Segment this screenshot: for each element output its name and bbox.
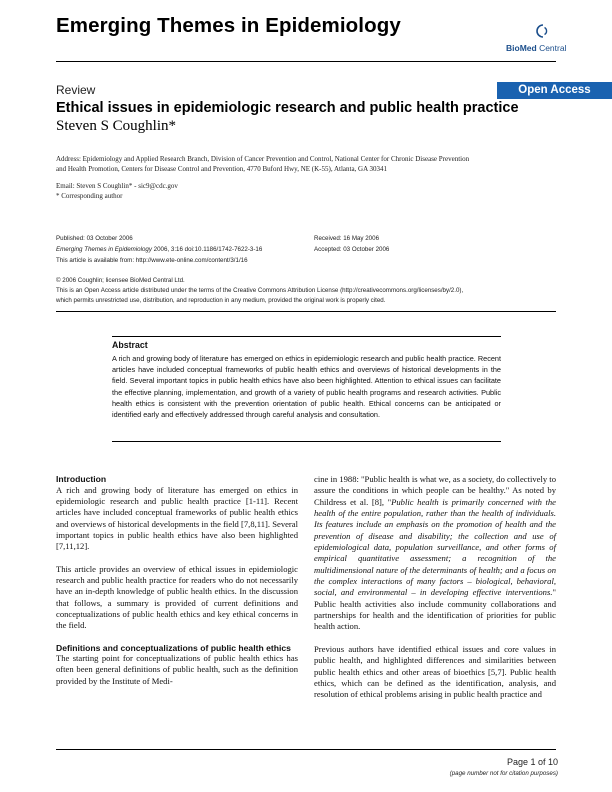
header-rule [56,61,556,62]
publisher-name: BioMed Central [506,43,567,53]
journal-title: Emerging Themes in Epidemiology [56,14,401,37]
corresponding-note: * Corresponding author [56,192,123,200]
body-column-left [56,474,298,698]
body-column-right [314,474,556,712]
meta-rule [56,311,556,312]
license-line-2: which permits unrestricted use, distribution, and reproduction in any medium, provided the original work is properly cited. [56,297,386,304]
definitions-paragraph-1: The starting point for conceptualizations of public health ethics has often been general definitions of public health, such as the definition provided by the Institute of Medi- [56,653,298,686]
abstract-box [112,336,501,442]
footer-rule [56,749,556,750]
column2-paragraph-2: Previous authors have identified ethical issues and core values in public health, and highlighted differences and similarities between public health ethics and other areas of bioethics [5,7]. Public health ethics, which can be defined as the identification, analysis, and resolution of ethical problems arising in public health practice and [314,643,556,700]
author-email [56,181,178,201]
address-line-1: Address: Epidemiology and Applied Research Branch, Division of Cancer Prevention and Control, National Center for Chronic Disease Prevention [56,155,470,163]
published-date: Published: 03 October 2006 [56,235,133,242]
article-title: Ethical issues in epidemiologic research and public health practice [56,100,519,116]
column2-paragraph-1: cine in 1988: "Public health is what we, as a society, do collectively to assure the conditions in which people can be healthy." As noted by Childress et al. [8], "Public health is primarily concerned with the health of the entire population, rather than the health of individuals. Its features include an emphasis on the promotion of health and the prevention of disease and disability; the collection and use of epidemiological data, population surveillance, and other forms of empirical quantitative assessment; a recognition of the multidimensional nature of the determinants of health; and a focus on the complex interactions of many factors – biological, behavioral, social, and environmental – in developing effective interventions." Public health activities also include community collaborations and partnerships for health and the identification of priorities for public health action. [314,474,556,632]
page-number: Page 1 of 10 [506,757,558,767]
received-date: Received: 16 May 2006 [314,235,380,242]
open-access-badge: Open Access [497,82,612,99]
license-block [56,276,463,306]
intro-paragraph-2: This article provides an overview of ethical issues in epidemiologic research and public health practice for readers who do not necessarily have an in-depth knowledge of public health ethics. In the discussion that follows, a summary is provided of current definitions and conceptualizations of public health ethics and key ethical concerns in the field. [56,563,298,631]
biomed-central-logo-icon [532,22,550,40]
email-line[interactable]: Email: Steven S Coughlin* - sic9@cdc.gov [56,182,178,190]
address-line-2: and Health Promotion, Centers for Disease Control and Prevention, 4770 Buford Hwy, NE (K-55), Atlanta, GA 30341 [56,165,388,173]
copyright-line: © 2006 Coughlin; licensee BioMed Central Ltd. [56,277,185,284]
article-url[interactable]: This article is available from: http://www.ete-online.com/content/3/1/16 [56,257,248,264]
intro-heading: Introduction [56,474,107,484]
license-line-1: This is an Open Access article distributed under the terms of the Creative Commons Attribution License (http://creativecommons.org/licenses/by/2.0), [56,287,464,294]
author-address [56,154,556,174]
intro-paragraph-1: A rich and growing body of literature has emerged on ethics in epidemiologic research and public health practice [1-11]. Recent articles have included conceptual frameworks of public health ethics and overviews of historical developments in the field [7,8,11]. Several important topics in public health ethics have also been highlighted [7,11,12]. [56,484,298,552]
accepted-date: Accepted: 03 October 2006 [314,246,390,253]
citation: Emerging Themes in Epidemiology 2006, 3:16 doi:10.1186/1742-7622-3-16 [56,246,263,253]
abstract-text: A rich and growing body of literature has emerged on ethics in epidemiologic research and public health practice. Recent articles have included conceptual frameworks of public health ethics and overviews of historical developments in the field. Several important topics in public health ethics have also been highlighted. Attention to ethical issues can facilitate the effective planning, implementation, and growth of a variety of public health programs and research activities. Public health ethics is consistent with the prevention orientation of public health. Ethical concerns can be anticipated or identified early and effectively addressed through careful analysis and consultation. [112,354,501,420]
definitions-heading: Definitions and conceptualizations of public health ethics [56,642,291,653]
received-accepted [314,233,389,255]
article-author: Steven S Coughlin* [56,118,177,134]
page-number-note: (page number not for citation purposes) [449,770,558,777]
publication-meta [56,233,262,266]
article-type: Review [56,83,96,97]
abstract-heading: Abstract [112,340,148,350]
